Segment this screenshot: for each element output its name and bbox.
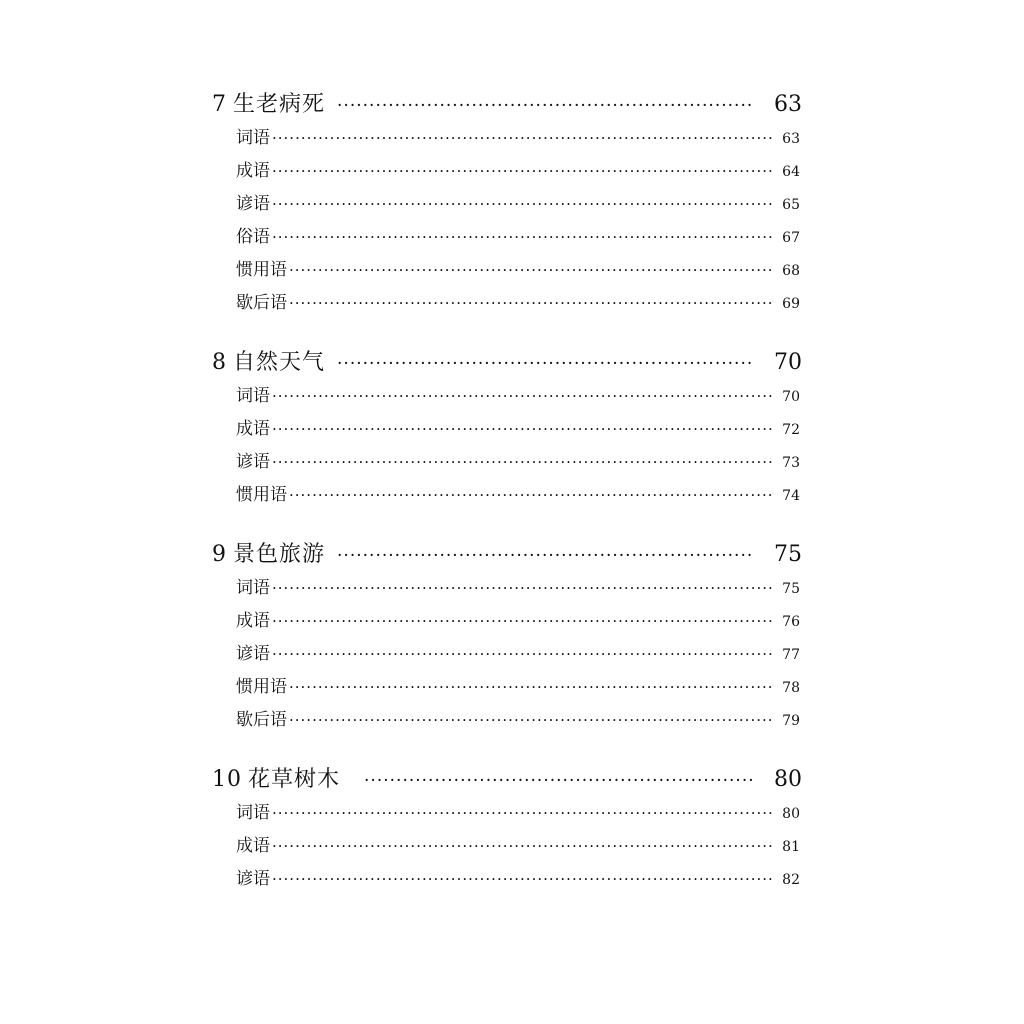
dot-leader bbox=[272, 122, 774, 155]
toc-entry bbox=[212, 605, 804, 638]
dot-leader bbox=[289, 671, 774, 704]
toc-entry bbox=[212, 797, 804, 830]
chapter-title: 景色旅游 bbox=[233, 542, 326, 567]
entry-label: 成语 bbox=[236, 419, 270, 439]
entry-page-number: 72 bbox=[782, 422, 800, 438]
entry-label: 成语 bbox=[236, 836, 270, 856]
entry-page-number: 63 bbox=[782, 131, 800, 147]
entry-page-number: 79 bbox=[782, 713, 800, 729]
entry-page-number: 80 bbox=[782, 806, 800, 822]
chapter-page-number: 75 bbox=[774, 542, 802, 567]
entry-label: 成语 bbox=[236, 161, 270, 181]
chapter-heading bbox=[212, 538, 804, 572]
toc-entry bbox=[212, 479, 804, 512]
dot-leader bbox=[272, 413, 774, 446]
entry-page-number: 64 bbox=[782, 164, 800, 180]
toc-entry bbox=[212, 638, 804, 671]
entry-label: 俗语 bbox=[236, 227, 270, 247]
dot-leader bbox=[337, 89, 752, 123]
table-of-contents bbox=[212, 88, 804, 922]
entry-label: 词语 bbox=[236, 803, 270, 823]
entry-page-number: 74 bbox=[782, 488, 800, 504]
entry-page-number: 82 bbox=[782, 872, 800, 888]
toc-entry bbox=[212, 188, 804, 221]
dot-leader bbox=[272, 221, 774, 254]
entry-page-number: 76 bbox=[782, 614, 800, 630]
entry-label: 谚语 bbox=[236, 452, 270, 472]
entry-label: 惯用语 bbox=[236, 485, 287, 505]
entry-page-number: 70 bbox=[782, 389, 800, 405]
entry-page-number: 73 bbox=[782, 455, 800, 471]
dot-leader bbox=[289, 704, 774, 737]
dot-leader bbox=[272, 446, 774, 479]
dot-leader bbox=[289, 287, 774, 320]
dot-leader bbox=[272, 380, 774, 413]
entry-label: 惯用语 bbox=[236, 260, 287, 280]
toc-entry bbox=[212, 155, 804, 188]
entry-label: 歇后语 bbox=[236, 710, 287, 730]
toc-chapter bbox=[212, 88, 804, 320]
chapter-page-number: 63 bbox=[774, 92, 802, 117]
chapter-title: 生老病死 bbox=[233, 92, 326, 117]
dot-leader bbox=[337, 539, 752, 573]
toc-entry bbox=[212, 413, 804, 446]
toc-entry bbox=[212, 704, 804, 737]
chapter-title: 花草树木 bbox=[248, 767, 341, 792]
chapter-heading bbox=[212, 88, 804, 122]
entry-label: 词语 bbox=[236, 128, 270, 148]
entry-page-number: 77 bbox=[782, 647, 800, 663]
entry-label: 谚语 bbox=[236, 194, 270, 214]
toc-entry bbox=[212, 830, 804, 863]
entry-page-number: 67 bbox=[782, 230, 800, 246]
dot-leader bbox=[364, 764, 752, 798]
dot-leader bbox=[272, 188, 774, 221]
dot-leader bbox=[272, 605, 774, 638]
entry-page-number: 78 bbox=[782, 680, 800, 696]
entry-label: 词语 bbox=[236, 386, 270, 406]
toc-entry bbox=[212, 863, 804, 896]
dot-leader bbox=[272, 572, 774, 605]
dot-leader bbox=[272, 830, 774, 863]
toc-entry bbox=[212, 380, 804, 413]
dot-leader bbox=[272, 797, 774, 830]
toc-entry bbox=[212, 287, 804, 320]
entry-page-number: 69 bbox=[782, 296, 800, 312]
dot-leader bbox=[337, 347, 752, 381]
toc-entry bbox=[212, 671, 804, 704]
entry-page-number: 75 bbox=[782, 581, 800, 597]
dot-leader bbox=[272, 863, 774, 896]
chapter-heading bbox=[212, 346, 804, 380]
chapter-page-number: 80 bbox=[774, 767, 802, 792]
entry-label: 歇后语 bbox=[236, 293, 287, 313]
chapter-heading bbox=[212, 763, 804, 797]
dot-leader bbox=[289, 254, 774, 287]
chapter-page-number: 70 bbox=[774, 350, 802, 375]
entry-label: 谚语 bbox=[236, 644, 270, 664]
toc-entry bbox=[212, 572, 804, 605]
toc-chapter bbox=[212, 763, 804, 896]
toc-entry bbox=[212, 446, 804, 479]
toc-chapter bbox=[212, 346, 804, 512]
entry-label: 惯用语 bbox=[236, 677, 287, 697]
chapter-number: 9 bbox=[212, 542, 227, 567]
chapter-number: 7 bbox=[212, 92, 227, 117]
entry-page-number: 65 bbox=[782, 197, 800, 213]
toc-entry bbox=[212, 221, 804, 254]
chapter-number: 10 bbox=[212, 767, 242, 792]
toc-entry bbox=[212, 122, 804, 155]
dot-leader bbox=[289, 479, 774, 512]
entry-page-number: 68 bbox=[782, 263, 800, 279]
entry-label: 成语 bbox=[236, 611, 270, 631]
chapter-number: 8 bbox=[212, 350, 227, 375]
entry-label: 词语 bbox=[236, 578, 270, 598]
entry-page-number: 81 bbox=[782, 839, 800, 855]
toc-entry bbox=[212, 254, 804, 287]
chapter-title: 自然天气 bbox=[233, 350, 326, 375]
toc-chapter bbox=[212, 538, 804, 737]
dot-leader bbox=[272, 638, 774, 671]
entry-label: 谚语 bbox=[236, 869, 270, 889]
dot-leader bbox=[272, 155, 774, 188]
